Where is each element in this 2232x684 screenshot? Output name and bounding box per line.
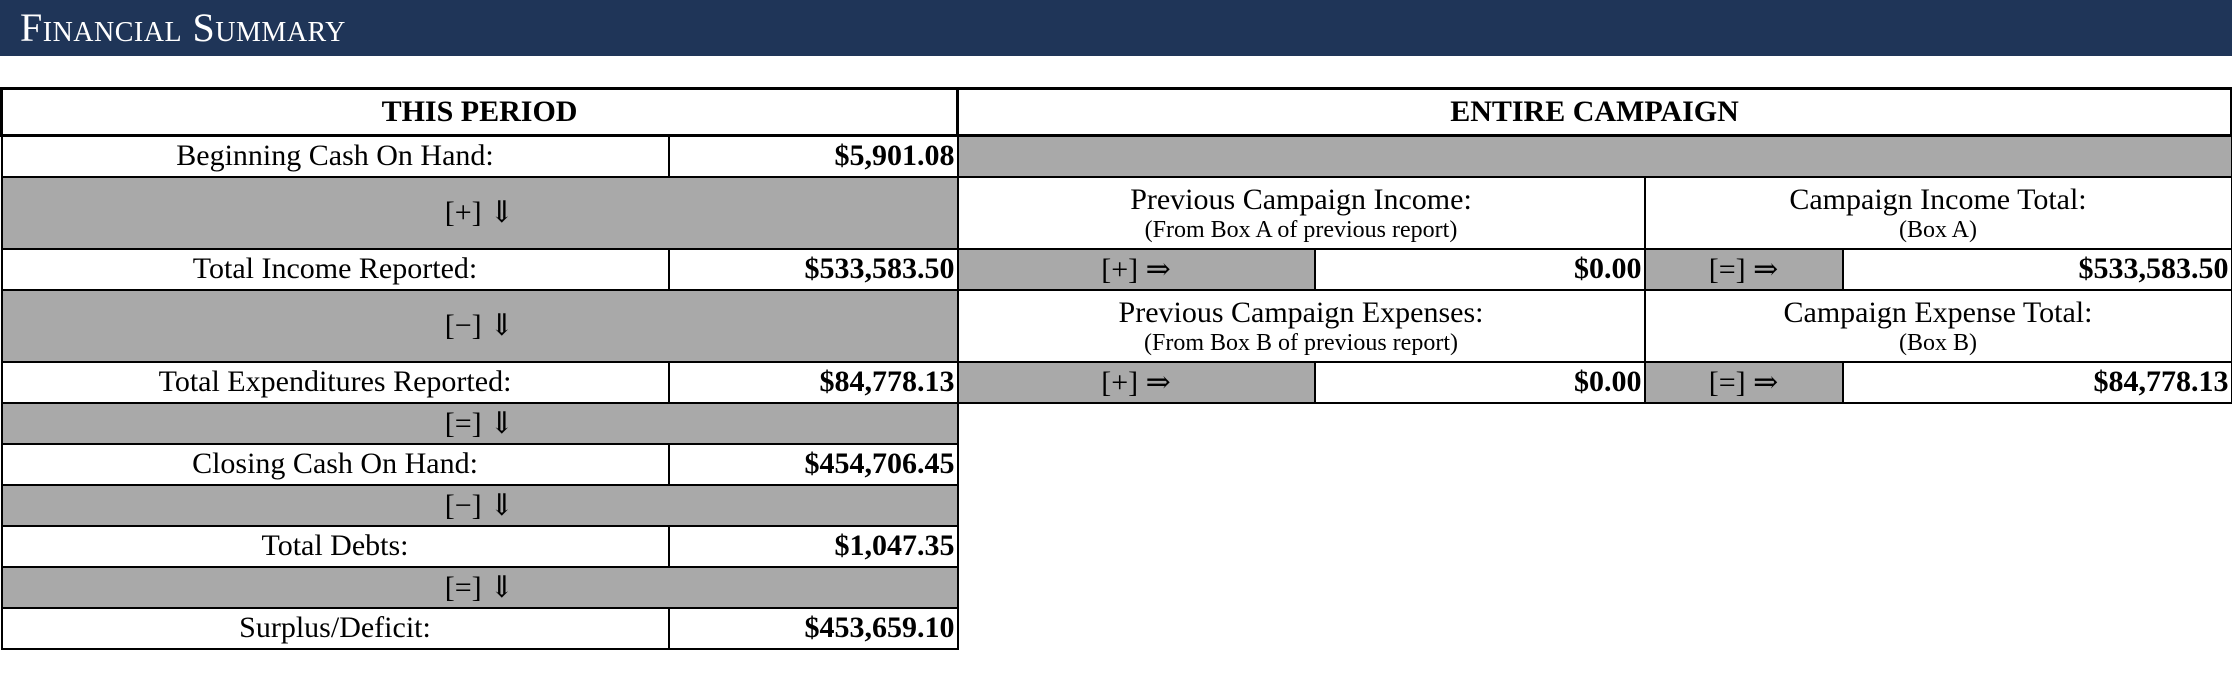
previous-campaign-expenses-sub: (From Box B of previous report): [1144, 329, 1458, 356]
entire-campaign-table: [956, 87, 2232, 404]
total-income-value: $533,583.50: [669, 249, 958, 290]
operator-equals-right: [=] ⇒: [1645, 249, 1843, 290]
previous-campaign-income-value: $0.00: [1315, 249, 1645, 290]
total-debts-value: $1,047.35: [669, 526, 958, 567]
campaign-income-total-cell: [1645, 177, 2232, 249]
page-title: Financial Summary: [20, 5, 346, 50]
surplus-deficit-value: $453,659.10: [669, 608, 958, 649]
beginning-cash-label: Beginning Cash On Hand:: [2, 136, 669, 177]
operator-plus-right: [+] ⇒: [958, 249, 1315, 290]
campaign-income-total-value: $533,583.50: [1843, 249, 2232, 290]
beginning-cash-value: $5,901.08: [669, 136, 958, 177]
operator-minus-down: [−] ⇓: [2, 290, 958, 362]
campaign-expense-total-label: Campaign Expense Total:: [1783, 295, 2093, 329]
campaign-expense-total-cell: [1645, 290, 2232, 362]
operator-equals-down-2: [=] ⇓: [2, 567, 958, 608]
campaign-spacer-row: [958, 136, 2232, 177]
campaign-expense-total-value: $84,778.13: [1843, 362, 2232, 403]
previous-campaign-income-cell: [958, 177, 1645, 249]
operator-equals-down: [=] ⇓: [2, 403, 958, 444]
previous-campaign-income-label: Previous Campaign Income:: [1130, 182, 1472, 216]
entire-campaign-heading: ENTIRE CAMPAIGN: [958, 89, 2232, 136]
previous-campaign-expenses-cell: [958, 290, 1645, 362]
previous-campaign-income-sub: (From Box A of previous report): [1144, 216, 1458, 243]
closing-cash-value: $454,706.45: [669, 444, 958, 485]
financial-summary-header: [0, 0, 2232, 56]
this-period-table: [0, 87, 959, 650]
campaign-income-total-label: Campaign Income Total:: [1789, 182, 2087, 216]
operator-plus-right-2: [+] ⇒: [958, 362, 1315, 403]
closing-cash-label: Closing Cash On Hand:: [2, 444, 669, 485]
campaign-income-total-sub: (Box A): [1899, 216, 1977, 243]
total-income-label: Total Income Reported:: [2, 249, 669, 290]
total-expenditures-value: $84,778.13: [669, 362, 958, 403]
total-debts-label: Total Debts:: [2, 526, 669, 567]
total-expenditures-label: Total Expenditures Reported:: [2, 362, 669, 403]
operator-plus-down: [+] ⇓: [2, 177, 958, 249]
previous-campaign-expenses-label: Previous Campaign Expenses:: [1118, 295, 1484, 329]
campaign-expense-total-sub: (Box B): [1899, 329, 1977, 356]
surplus-deficit-label: Surplus/Deficit:: [2, 608, 669, 649]
operator-minus-down-2: [−] ⇓: [2, 485, 958, 526]
this-period-heading: THIS PERIOD: [2, 89, 958, 136]
previous-campaign-expenses-value: $0.00: [1315, 362, 1645, 403]
operator-equals-right-2: [=] ⇒: [1645, 362, 1843, 403]
